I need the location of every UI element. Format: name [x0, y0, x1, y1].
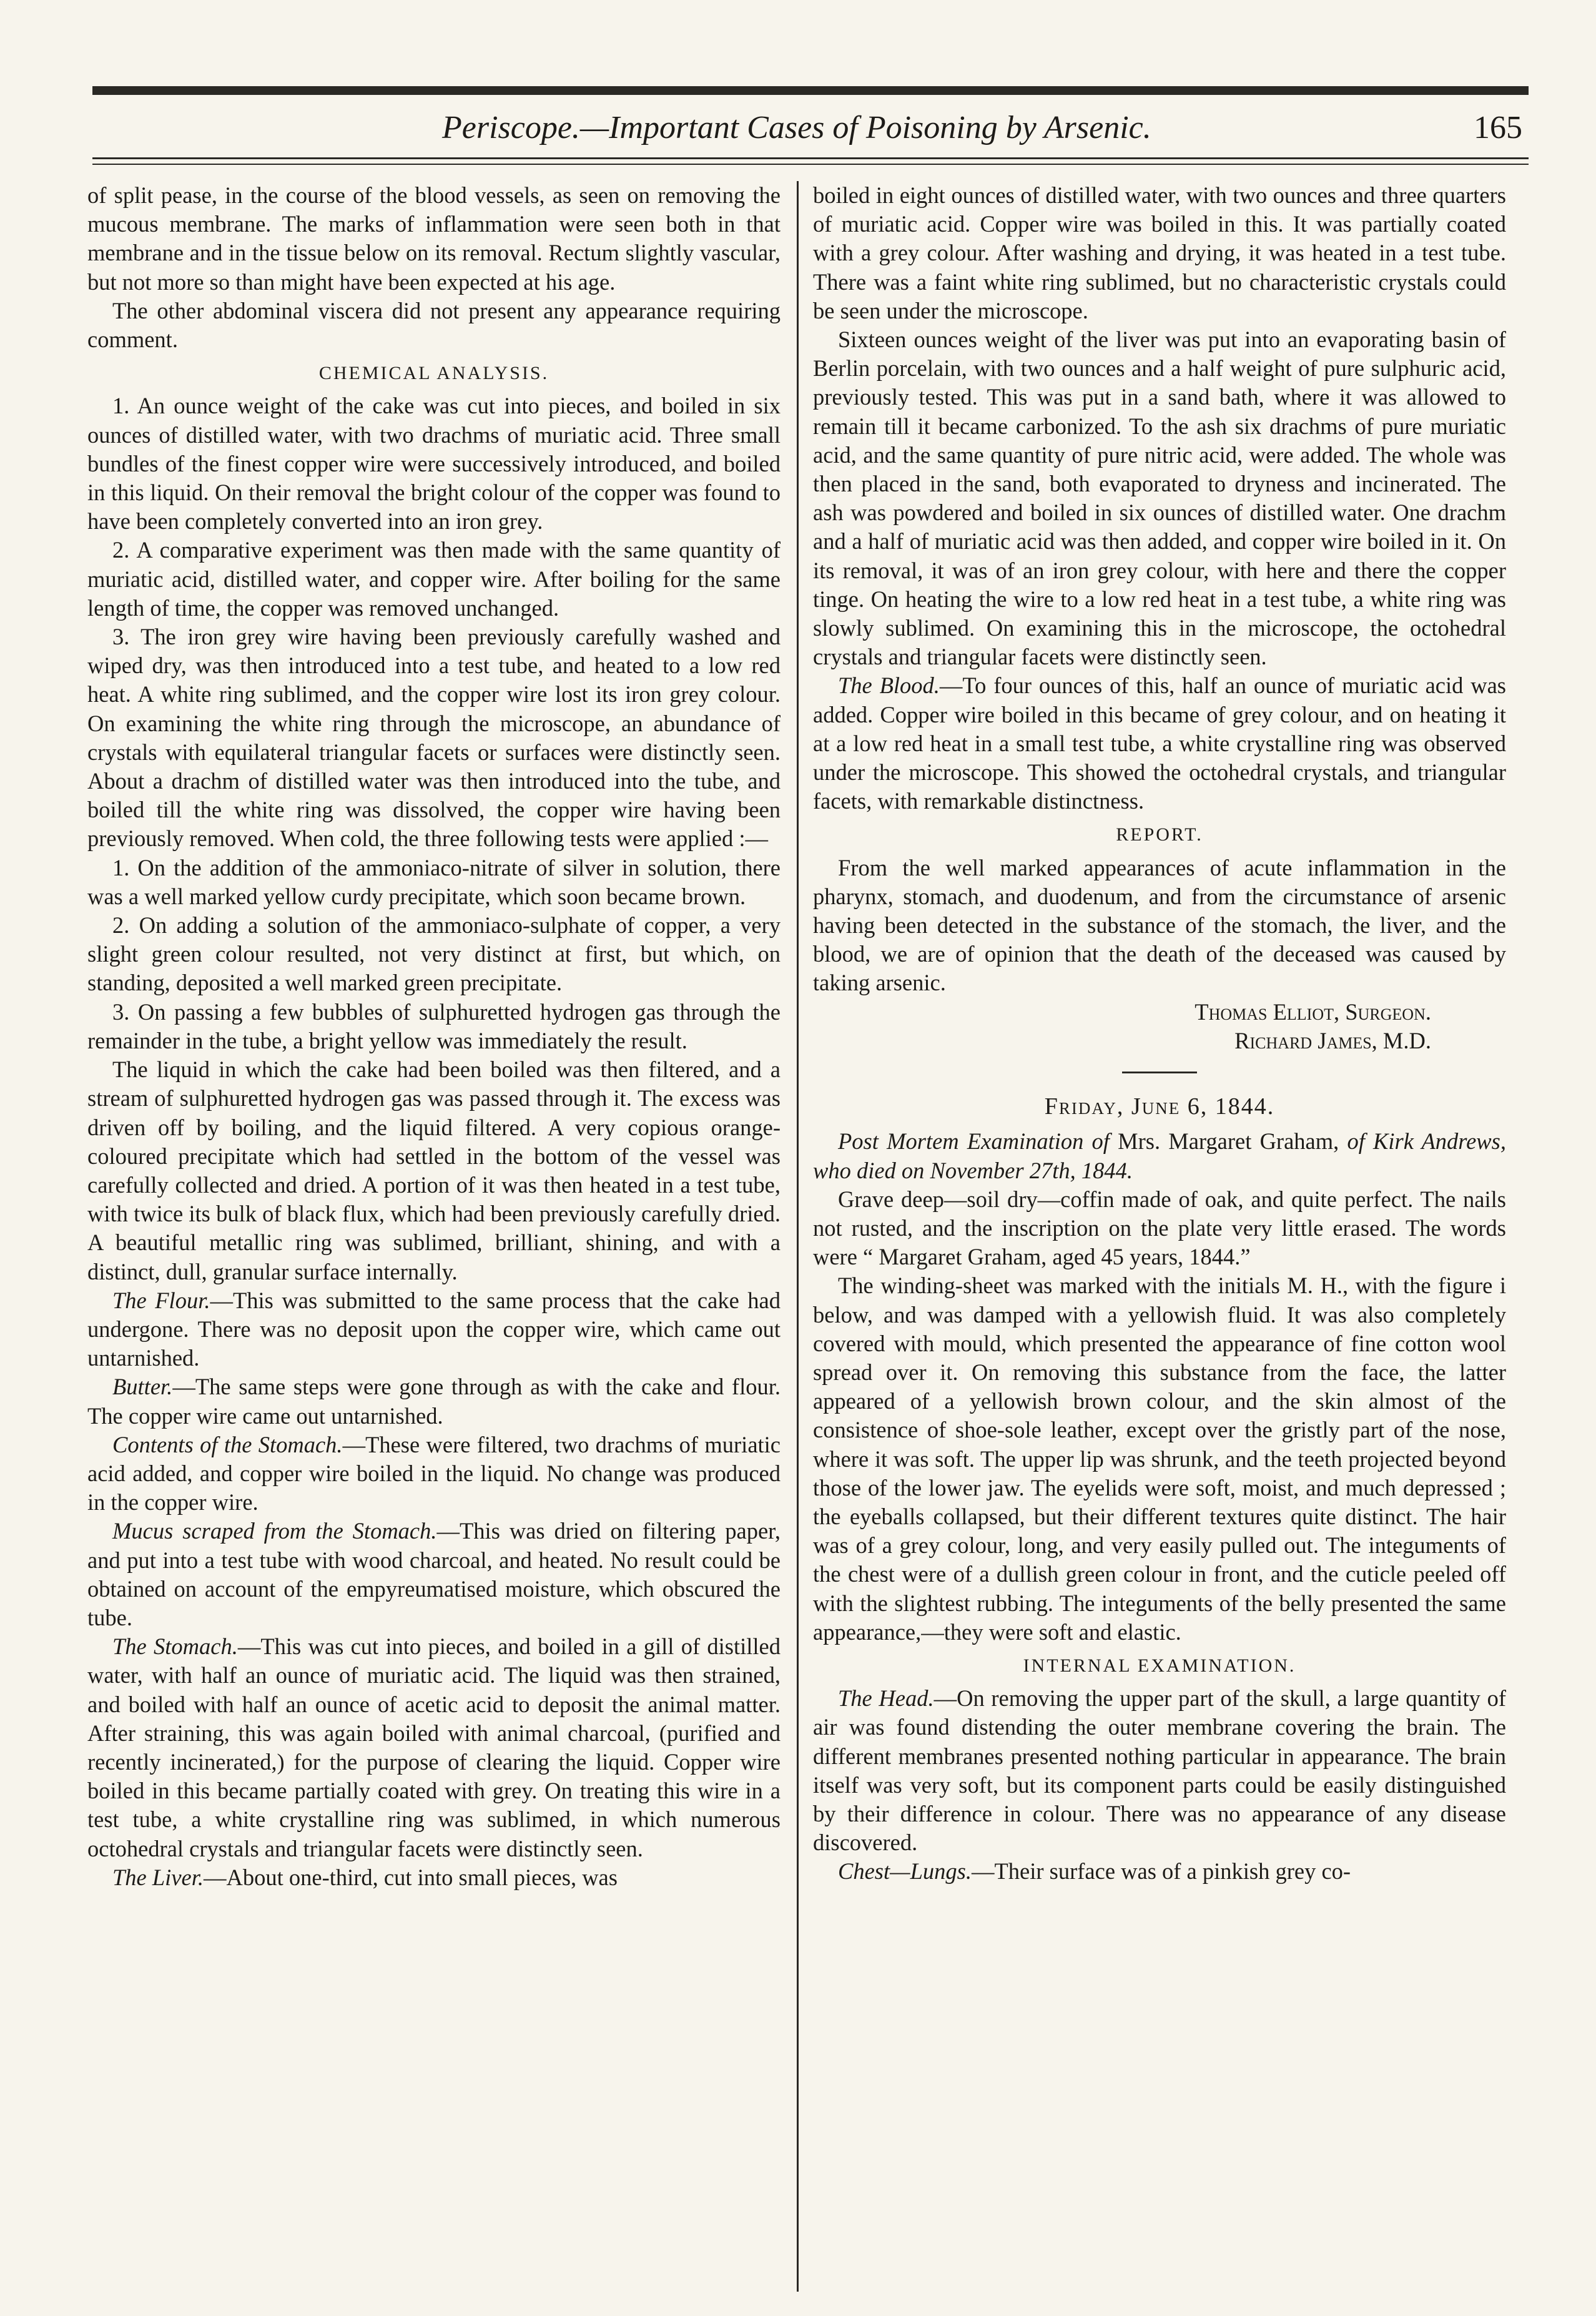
- paragraph-text: —About one-third, cut into small pieces, was: [204, 1864, 618, 1890]
- paragraph-text: —The same steps were gone through as with the cake and flour. The copper wire came out untarnished.: [87, 1374, 781, 1429]
- paragraph-text: —This was dried on filtering paper, and put into a test tube with wood charcoal, and heated. No result could be obtained on account of the empyreumatised moisture, which obscured the tube.: [87, 1518, 781, 1630]
- left-column: [87, 181, 781, 2292]
- paragraph-head: [813, 1684, 1506, 1857]
- section-separator: [1122, 1072, 1197, 1073]
- paragraph-text: —Their surface was of a pinkish grey co-: [971, 1858, 1351, 1885]
- paragraph: The other abdominal viscera did not present any appearance requiring comment.: [87, 297, 781, 353]
- paragraph-stomach-contents: [87, 1431, 781, 1517]
- paragraph-text: —This was cut into pieces, and boiled in a gill of distilled water, with half an ounce of muriatic acid. The liquid was then strained, and boiled with half an ounce of acetic acid to deposit the animal matter. After straining, this was again boiled with animal charcoal, (purified and recently incinerated,) for the purpose of clearing the liquid. Copper wire boiled in this became partially coated with grey. On treating this wire in a test tube, a white crystalline ring was sublimed, in which numerous octohedral crystals and triangular facets were distinctly seen.: [87, 1634, 781, 1861]
- run-in-heading: The Liver.: [112, 1864, 204, 1890]
- signature-line: Thomas Elliot, Surgeon.: [1195, 998, 1431, 1025]
- title-italic: Post Mortem Examination of: [838, 1128, 1110, 1155]
- header-rule-lower: [92, 164, 1529, 165]
- signature-line: Richard James, M.D.: [1234, 1027, 1431, 1053]
- paragraph: boiled in eight ounces of distilled water, with two ounces and three quarters of muriatic acid. Copper wire was boiled in this. It was partially coated with a grey colour. After washing and drying, it was heated in a test tube. There was a faint white ring sublimed, but no characteristic crystals could be seen under the microscope.: [813, 182, 1506, 323]
- paragraph: Sixteen ounces weight of the liver was put into an evaporating basin of Berlin porcelain, with two ounces and a half weight of pure sulphuric acid, previously tested. This was put in a sand bath, where it was allowed to remain till it became carbonized. To the ash six drachms of pure muriatic acid, and the same quantity of pure nitric acid, were added. The whole was then placed in the sand, both evaporated to dryness and incinerated. The ash was powdered and boiled in six ounces of distilled water. One drachm and a half of muriatic acid was then added, and copper wire boiled in it. On its removal, it was of an iron grey colour, with here and there the copper tinge. On heating the wire to a low red heat in a test tube, a white ring was slowly sublimed. On examining this in the microscope, the octohedral crystals and triangular facets were distinctly seen.: [813, 327, 1506, 670]
- run-in-heading: The Blood.: [838, 673, 940, 699]
- run-in-heading: The Head.: [838, 1685, 934, 1712]
- page-number: 165: [1474, 110, 1522, 145]
- paragraph: The winding-sheet was marked with the initials M. H., with the figure i below, and was damped with a yellowish fluid. It was also completely covered with mould, which presented the appearance of fine cotton wool spread over it. On removing this substance from the face, the latter appeared of a yellowish brown colour, and the skin almost of the consistence of shoe-sole leather, except over the gristly part of the nose, where it was soft. The upper lip was shrunk, and the teeth projected beyond those of the lower jaw. The eyelids were soft, moist, and much depressed ; the eyeballs collapsed, but their different textures quite distinct. The hair was of a grey colour, long, and very easily pulled out. The integuments of the chest were of a dullish green colour in front, and the cuticle peeled off with the slightest rubbing. The integuments of the belly presented the same appearance,—they were soft and elastic.: [813, 1273, 1506, 1645]
- paragraph: 3. On passing a few bubbles of sulphuretted hydrogen gas through the remainder in the tube, a bright yellow was immediately the result.: [87, 998, 781, 1053]
- paragraph: 2. A comparative experiment was then made with the same quantity of muriatic acid, distilled water, and copper wire. After boiling for the same length of time, the copper was removed unchanged.: [87, 537, 781, 621]
- right-column: [813, 181, 1506, 2292]
- title-name: Mrs. Margaret Graham,: [1109, 1128, 1347, 1155]
- paragraph: Grave deep—soil dry—coffin made of oak, and quite perfect. The nails not rusted, and the inscription on the plate very little erased. The words were “ Margaret Graham, aged 45 years, 1844.”: [813, 1186, 1506, 1270]
- paragraph-text: —To four ounces of this, half an ounce of muriatic acid was added. Copper wire boiled in this became of grey colour, and on heating it at a low red heat in a small test tube, a white crystalline ring was observed under the microscope. This showed the octohedral crystals, and triangular facets, with remarkable distinctness.: [813, 673, 1506, 814]
- top-ornamental-rule: [92, 86, 1529, 95]
- header-rule: [92, 157, 1529, 159]
- run-in-heading: Mucus scraped from the Stomach.: [112, 1518, 437, 1544]
- paragraph: 3. The iron grey wire having been previously carefully washed and wiped dry, was then introduced into a test tube, and heated to a low red heat. A white ring sublimed, and the copper wire lost its iron grey colour. On examining the white ring through the microscope, an abundance of crystals with equilateral triangular facets or surfaces were distinctly seen. About a drachm of distilled water was then introduced into the tube, and boiled till the white ring was dissolved, the copper wire having been previously removed. When cold, the three following tests were applied :—: [87, 624, 781, 852]
- paragraph-butter: [87, 1372, 781, 1430]
- section-heading-report: REPORT.: [1116, 824, 1203, 845]
- paragraph-liver: [87, 1863, 781, 1892]
- paragraph-text: —This was submitted to the same process that the cake had undergone. There was no deposit upon the copper wire, which came out untarnished.: [87, 1287, 781, 1371]
- running-title: Periscope.—Important Cases of Poisoning by Arsenic.: [442, 110, 1151, 145]
- run-in-heading: The Flour.: [112, 1287, 210, 1313]
- paragraph: The liquid in which the cake had been boiled was then filtered, and a stream of sulphuretted hydrogen gas was passed through it. The excess was driven off by boiling, and the liquid filtered. A very copious orange-coloured precipitate which had settled in the bottom of the vessel was carefully collected and dried. A portion of it was then heated in a test tube, with twice its bulk of black flux, which had been previously carefully dried. A beautiful metallic ring was sublimed, brilliant, shining, and with a distinct, dull, granular surface internally.: [87, 1057, 781, 1284]
- running-header: [92, 100, 1529, 156]
- section-heading-internal-examination: INTERNAL EXAMINATION.: [1023, 1655, 1296, 1676]
- post-mortem-title: [813, 1127, 1506, 1185]
- column-divider: [797, 181, 799, 2292]
- paragraph-text: —These were filtered, two drachms of muriatic acid added, and copper wire boiled in the liquid. No change was produced in the copper wire.: [87, 1431, 781, 1515]
- run-in-heading: Butter.: [112, 1374, 173, 1400]
- paragraph-blood: [813, 671, 1506, 816]
- paragraph-text: —On removing the upper part of the skull, a large quantity of air was found distending the outer membrane covering the brain. The different membranes presented nothing particular in appearance. The brain itself was very soft, but its component parts could be easily distinguished by their difference in colour. There was no appearance of any disease discovered.: [813, 1685, 1506, 1856]
- paragraph: 1. On the addition of the ammoniaco-nitrate of silver in solution, there was a well marked yellow curdy precipitate, which soon became brown.: [87, 854, 781, 909]
- paragraph: From the well marked appearances of acute inflammation in the pharynx, stomach, and duodenum, and from the circumstance of arsenic having been detected in the substance of the stomach, the liver, and the blood, we are of opinion that the death of the deceased was caused by taking arsenic.: [813, 854, 1506, 996]
- paragraph-flour: [87, 1286, 781, 1373]
- paragraph: 2. On adding a solution of the ammoniaco-sulphate of copper, a very slight green colour resulted, not very distinct at first, but which, on standing, deposited a well marked green precipitate.: [87, 912, 781, 996]
- dateline: Friday, June 6, 1844.: [1044, 1093, 1275, 1120]
- paragraph-chest: [813, 1857, 1506, 1886]
- title-italic: of Kirk Andrews, who died on November 27th, 1844.: [813, 1128, 1506, 1183]
- paragraph-stomach: [87, 1632, 781, 1863]
- paragraph-mucus: [87, 1517, 781, 1632]
- paragraph: of split pease, in the course of the blood vessels, as seen on removing the mucous membrane. The marks of inflammation were seen both in that membrane and in the tissue below on its removal. Rectum slightly vascular, but not more so than might have been expected at his age.: [87, 182, 781, 295]
- run-in-heading: Chest—Lungs.: [838, 1858, 972, 1885]
- section-heading-chemical-analysis: CHEMICAL ANALYSIS.: [318, 363, 549, 384]
- run-in-heading: Contents of the Stomach.: [112, 1431, 343, 1457]
- run-in-heading: The Stomach.: [112, 1634, 238, 1660]
- paragraph: 1. An ounce weight of the cake was cut into pieces, and boiled in six ounces of distilled water, with two drachms of muriatic acid. Three small bundles of the finest copper wire were successively introduced, and boiled in this liquid. On their removal the bright colour of the copper was found to have been completely converted into an iron grey.: [87, 393, 781, 535]
